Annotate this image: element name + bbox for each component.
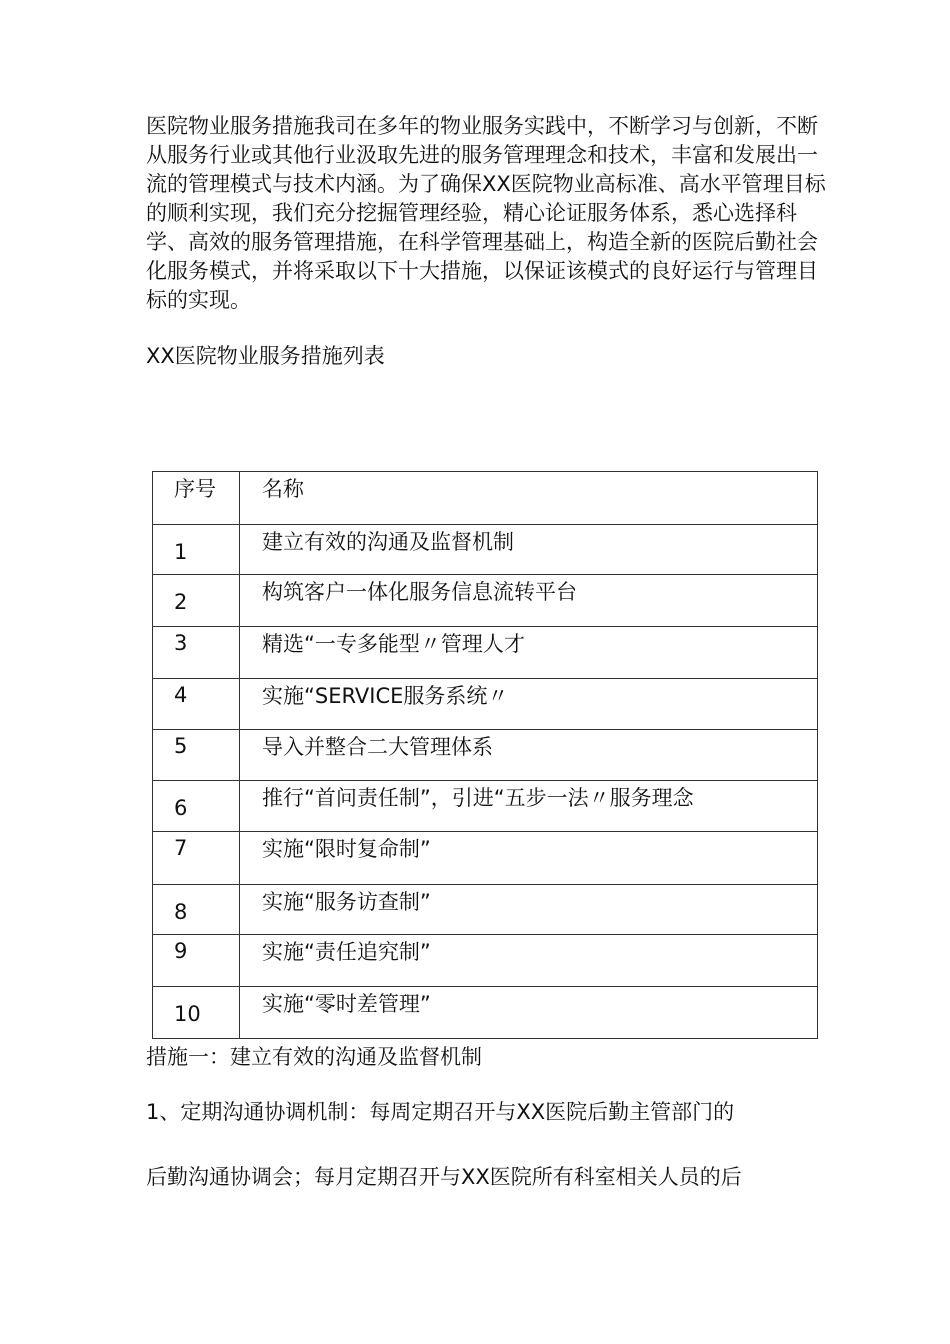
row-number: 9	[174, 939, 188, 963]
row-number: 6	[174, 796, 188, 820]
row-name-cell	[240, 781, 818, 832]
row-name-cell	[240, 525, 818, 575]
row-name-cell	[240, 987, 818, 1039]
row-name-cell	[240, 730, 818, 781]
measures-table	[152, 471, 818, 1039]
row-name: 实施“SERVICE服务系统〃	[262, 684, 509, 708]
row-name: 实施“零时差管理”	[262, 992, 431, 1016]
row-number-cell	[153, 679, 240, 730]
table-row	[153, 781, 818, 832]
table-row	[153, 627, 818, 679]
body-line: 1、定期沟通协调机制：每周定期召开与XX医院后勤主管部门的	[146, 1100, 735, 1124]
row-number-cell	[153, 832, 240, 885]
row-name: 建立有效的沟通及监督机制	[262, 530, 514, 554]
row-name-cell	[240, 679, 818, 730]
row-name: 构筑客户一体化服务信息流转平台	[262, 580, 577, 604]
table-row	[153, 885, 818, 935]
table-row	[153, 679, 818, 730]
header-name-label: 名称	[262, 477, 304, 501]
table-row	[153, 935, 818, 987]
row-number: 10	[174, 1002, 201, 1026]
row-number-cell	[153, 885, 240, 935]
row-name: 实施“责任追究制”	[262, 940, 431, 964]
row-name-cell	[240, 575, 818, 627]
row-name-cell	[240, 832, 818, 885]
header-cell-number	[153, 472, 240, 525]
row-name-cell	[240, 885, 818, 935]
body-line: 后勤沟通协调会；每月定期召开与XX医院所有科室相关人员的后	[146, 1165, 742, 1189]
table-caption: XX医院物业服务措施列表	[146, 344, 385, 368]
row-name: 实施“服务访查制”	[262, 890, 431, 914]
table-row	[153, 575, 818, 627]
intro-paragraph: 医院物业服务措施我司在多年的物业服务实践中，不断学习与创新，不断从服务行业或其他行业汲取先进的服务管理理念和技术，丰富和发展出一流的管理模式与技术内涵。为了确保XX医院物业高标准、高水平管理目标的顺利实现，我们充分挖掘管理经验，精心论证服务体系，悉心选择科学、高效的服务管理措施，在科学管理基础上，构造全新的医院后勤社会化服务模式，并将采取以下十大措施，以保证该模式的良好运行与管理目标的实现。	[146, 114, 826, 312]
row-number: 8	[174, 900, 188, 924]
row-number: 4	[174, 683, 188, 707]
row-name-cell	[240, 627, 818, 679]
row-number-cell	[153, 730, 240, 781]
header-number-label: 序号	[174, 477, 216, 501]
row-number-cell	[153, 781, 240, 832]
row-number: 1	[174, 540, 188, 564]
table-row	[153, 832, 818, 885]
section-title: 措施一：建立有效的沟通及监督机制	[146, 1045, 482, 1069]
table-header-row	[153, 472, 818, 525]
row-number: 7	[174, 836, 188, 860]
table-row	[153, 987, 818, 1039]
row-number: 3	[174, 631, 188, 655]
row-name: 实施“限时复命制”	[262, 837, 431, 861]
row-number: 2	[174, 590, 188, 614]
header-cell-name	[240, 472, 818, 525]
row-number: 5	[174, 734, 188, 758]
row-name-cell	[240, 935, 818, 987]
row-number-cell	[153, 627, 240, 679]
row-number-cell	[153, 935, 240, 987]
row-number-cell	[153, 575, 240, 627]
row-name: 导入并整合二大管理体系	[262, 735, 493, 759]
table-row	[153, 730, 818, 781]
row-number-cell	[153, 525, 240, 575]
row-number-cell	[153, 987, 240, 1039]
table-row	[153, 525, 818, 575]
row-name: 推行“首问责任制”，引进“五步一法〃服务理念	[262, 786, 694, 810]
row-name: 精选“一专多能型〃管理人才	[262, 632, 525, 656]
